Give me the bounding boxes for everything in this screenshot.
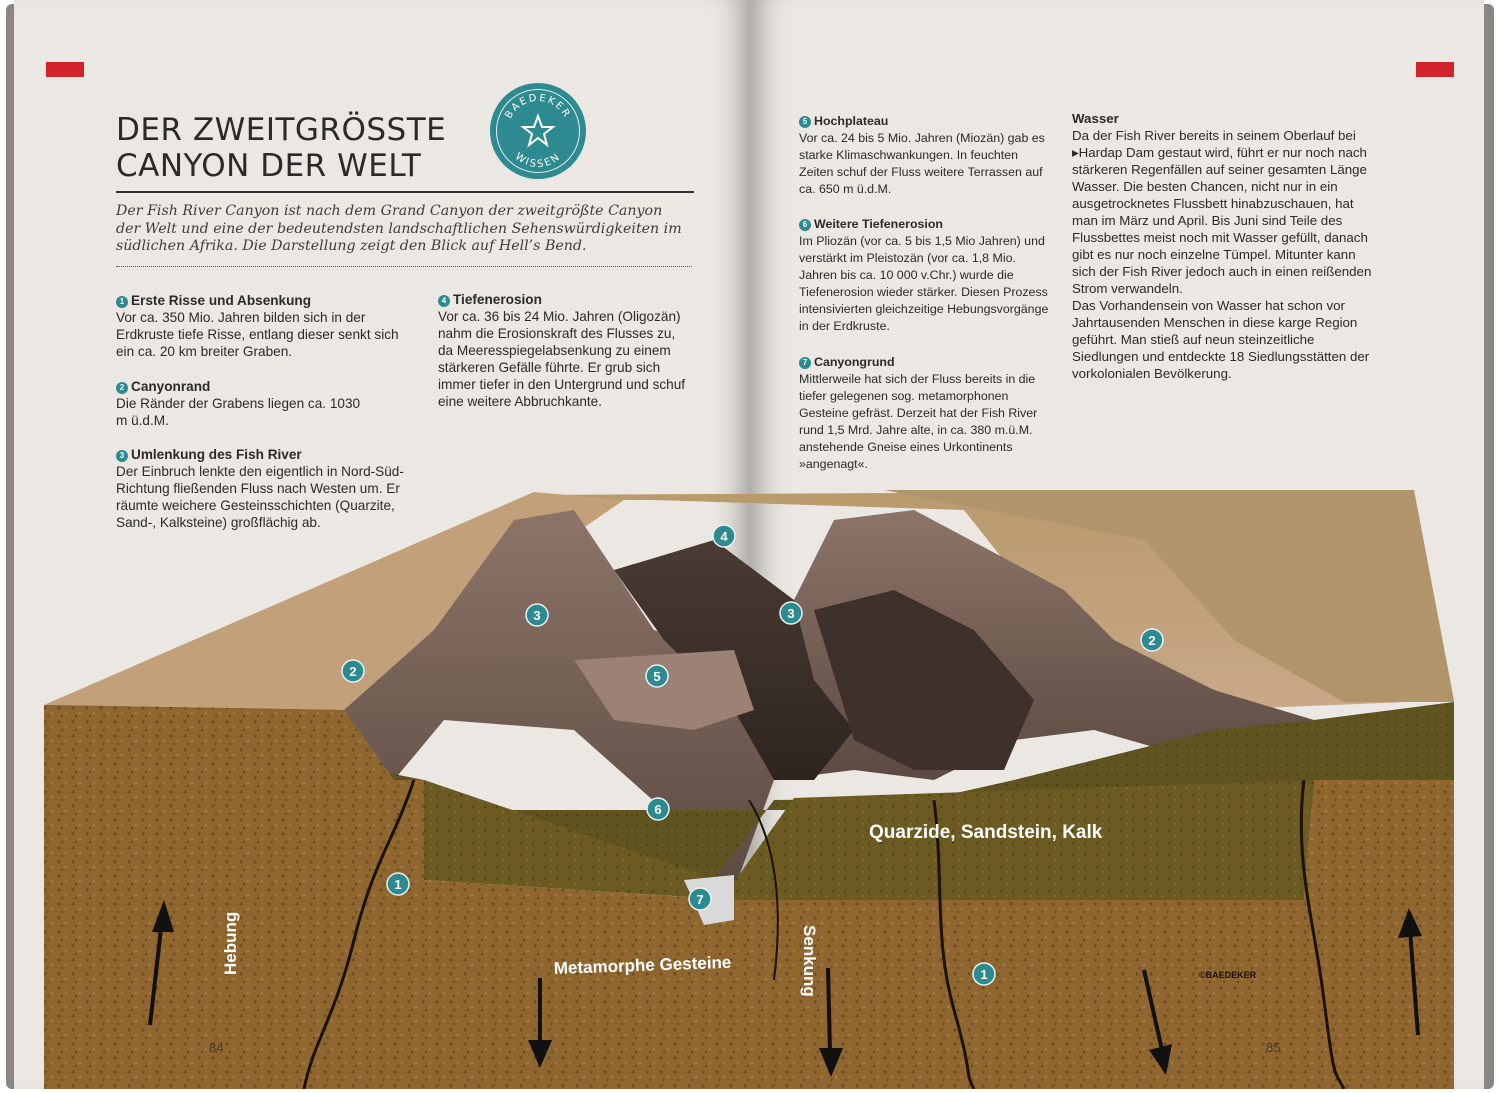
section-number: 2 <box>116 382 128 394</box>
section-text: Der Einbruch lenkte den eigentlich in Nord-Süd-Richtung fließenden Fluss nach Westen um. Er räumte weichere Gesteinsschichten (Quarzite, Sand-, Kalksteine) großflächig ab. <box>116 464 404 530</box>
label-rock: Metamorphe Gesteine <box>553 952 732 978</box>
marker-2-left <box>342 660 364 682</box>
section-title: Tiefenerosion <box>453 292 542 307</box>
section-number: 3 <box>116 450 128 462</box>
section-7 <box>799 354 1049 473</box>
svg-text:7: 7 <box>696 892 704 907</box>
section-title: Canyonrand <box>131 379 211 394</box>
section-number: 4 <box>438 295 450 307</box>
marker-5 <box>646 665 668 687</box>
chapter-tab-marker <box>1416 62 1454 77</box>
wasser-section <box>1072 110 1382 382</box>
badge-top-text: BAEDEKER <box>503 92 573 121</box>
marker-1-left <box>387 873 409 895</box>
page-title <box>116 112 446 184</box>
dotted-divider <box>116 266 692 267</box>
title-line-1: DER ZWEITGRÖSSTE <box>116 112 447 148</box>
svg-text:WISSEN <box>513 151 563 170</box>
section-2 <box>116 378 366 429</box>
title-rule <box>116 191 694 193</box>
section-title: Umlenkung des Fish River <box>131 447 302 462</box>
section-text: Die Ränder der Grabens liegen ca. 1030 m ü.d.M. <box>116 396 361 428</box>
badge-bottom-text: WISSEN <box>512 151 564 171</box>
section-number: 6 <box>799 219 811 231</box>
wasser-paragraph-2: Das Vorhandensein von Wasser hat schon vor Jahrtausenden Menschen in diese karge Region geführt. Man stieß auf neun steinzeitliche Siedlungen und entdeckte 18 Siedlungsstätten der vorkolonialen Bevölkerung. <box>1072 298 1370 381</box>
section-title: Erste Risse und Absenkung <box>131 293 312 308</box>
section-title: Canyongrund <box>814 355 895 369</box>
section-number: 5 <box>799 116 811 128</box>
svg-text:6: 6 <box>654 802 662 817</box>
marker-1-right <box>973 963 995 985</box>
canyon-cross-section-illustration <box>14 480 1484 1089</box>
section-number: 7 <box>799 357 811 369</box>
section-title: Weitere Tiefenerosion <box>814 217 943 231</box>
page-number-right: 85 <box>1266 1040 1281 1055</box>
chapter-tab-marker <box>46 62 84 77</box>
section-6 <box>799 216 1049 335</box>
label-hebung: Hebung <box>221 911 240 975</box>
section-text: Mittlerweile hat sich der Fluss bereits in die tiefer gelegenen sog. metamorphonen Gesteine gefräst. Derzeit hat der Fish River rund 1,5 Mrd. Jahre alte, in ca. 380 m.ü.M. anstehende Gneise eines Urkontinents »angenagt«. <box>799 372 1038 471</box>
section-title: Hochplateau <box>814 114 889 128</box>
page-number-left: 84 <box>209 1040 224 1055</box>
label-senkung: Senkung <box>800 925 819 997</box>
marker-6 <box>647 798 669 820</box>
marker-3-right <box>780 602 802 624</box>
svg-text:4: 4 <box>720 529 728 544</box>
baedeker-wissen-badge <box>490 83 586 179</box>
section-1 <box>116 292 416 360</box>
marker-7 <box>689 888 711 910</box>
section-5 <box>799 113 1049 198</box>
wasser-paragraph-1: Da der Fish River bereits in seinem Oberlauf bei ▸Hardap Dam gestaut wird, führt er nur noch nach stärkeren Regenfällen auf seiner gesamten Länge Wasser. Die besten Chancen, nicht nur in ein ausgetrocknetes Flussbett hinabzuschauen, hat man im März und April. Bis Juni sind Teile des Flussbettes meist noch mit Wasser gefüllt, danach gibt es nur noch einzelne Tümpel. Mitunter kann sich der Fish River jedoch auch in einen reißenden Strom verwandeln. <box>1072 128 1372 296</box>
title-line-2: CANYON DER WELT <box>116 148 422 184</box>
section-text: Im Pliozän (vor ca. 5 bis 1,5 Mio Jahren) und verstärkt im Pleistozän (vor ca. 1,8 Mio. Jahren bis ca. 10 000 v.Chr.) wurde die Tiefenerosion wieder stärker. Diesen Prozess intensivierten gleichzeitige Hebungsvorgänge in der Erdkruste. <box>799 234 1049 333</box>
section-text: Vor ca. 36 bis 24 Mio. Jahren (Oligozän) nahm die Erosionskraft des Flusses zu, da Meeresspiegelabsenkung zu einem stärkeren Gefälle führte. Er grub sich immer tiefer in den Untergrund und schuf eine weitere Abbruchkante. <box>438 309 686 409</box>
section-text: Vor ca. 24 bis 5 Mio. Jahren (Miozän) gab es starke Klimaschwankungen. In feuchten Zeiten schuf der Fluss weitere Terrassen auf ca. 650 m ü.d.M. <box>799 131 1045 196</box>
svg-text:2: 2 <box>349 664 357 679</box>
wasser-title: Wasser <box>1072 111 1119 126</box>
label-layer: Quarzide, Sandstein, Kalk <box>869 822 1103 843</box>
marker-2-right <box>1141 629 1163 651</box>
section-text: Vor ca. 350 Mio. Jahren bilden sich in der Erdkruste tiefe Risse, entlang dieser senkt sich ein ca. 20 km breiter Graben. <box>116 310 399 359</box>
marker-3-left <box>526 604 548 626</box>
svg-text:2: 2 <box>1148 633 1156 648</box>
svg-text:1: 1 <box>394 877 402 892</box>
section-number: 1 <box>116 296 128 308</box>
marker-4 <box>713 525 735 547</box>
svg-text:1: 1 <box>980 967 988 982</box>
star-icon <box>523 116 553 145</box>
svg-text:3: 3 <box>787 606 795 621</box>
copyright-label: ©BAEDEKER <box>1199 970 1257 980</box>
intro-text: Der Fish River Canyon ist nach dem Grand Canyon der zweitgrößte Canyon der Welt und eine der bedeutendsten landschaftlichen Sehenswürdigkeiten im südlichen Afrika. Die Darstellung zeigt den Blick auf Hell’s Bend. <box>116 203 682 254</box>
svg-text:3: 3 <box>533 608 541 623</box>
svg-text:5: 5 <box>653 669 661 684</box>
section-4 <box>438 291 694 410</box>
